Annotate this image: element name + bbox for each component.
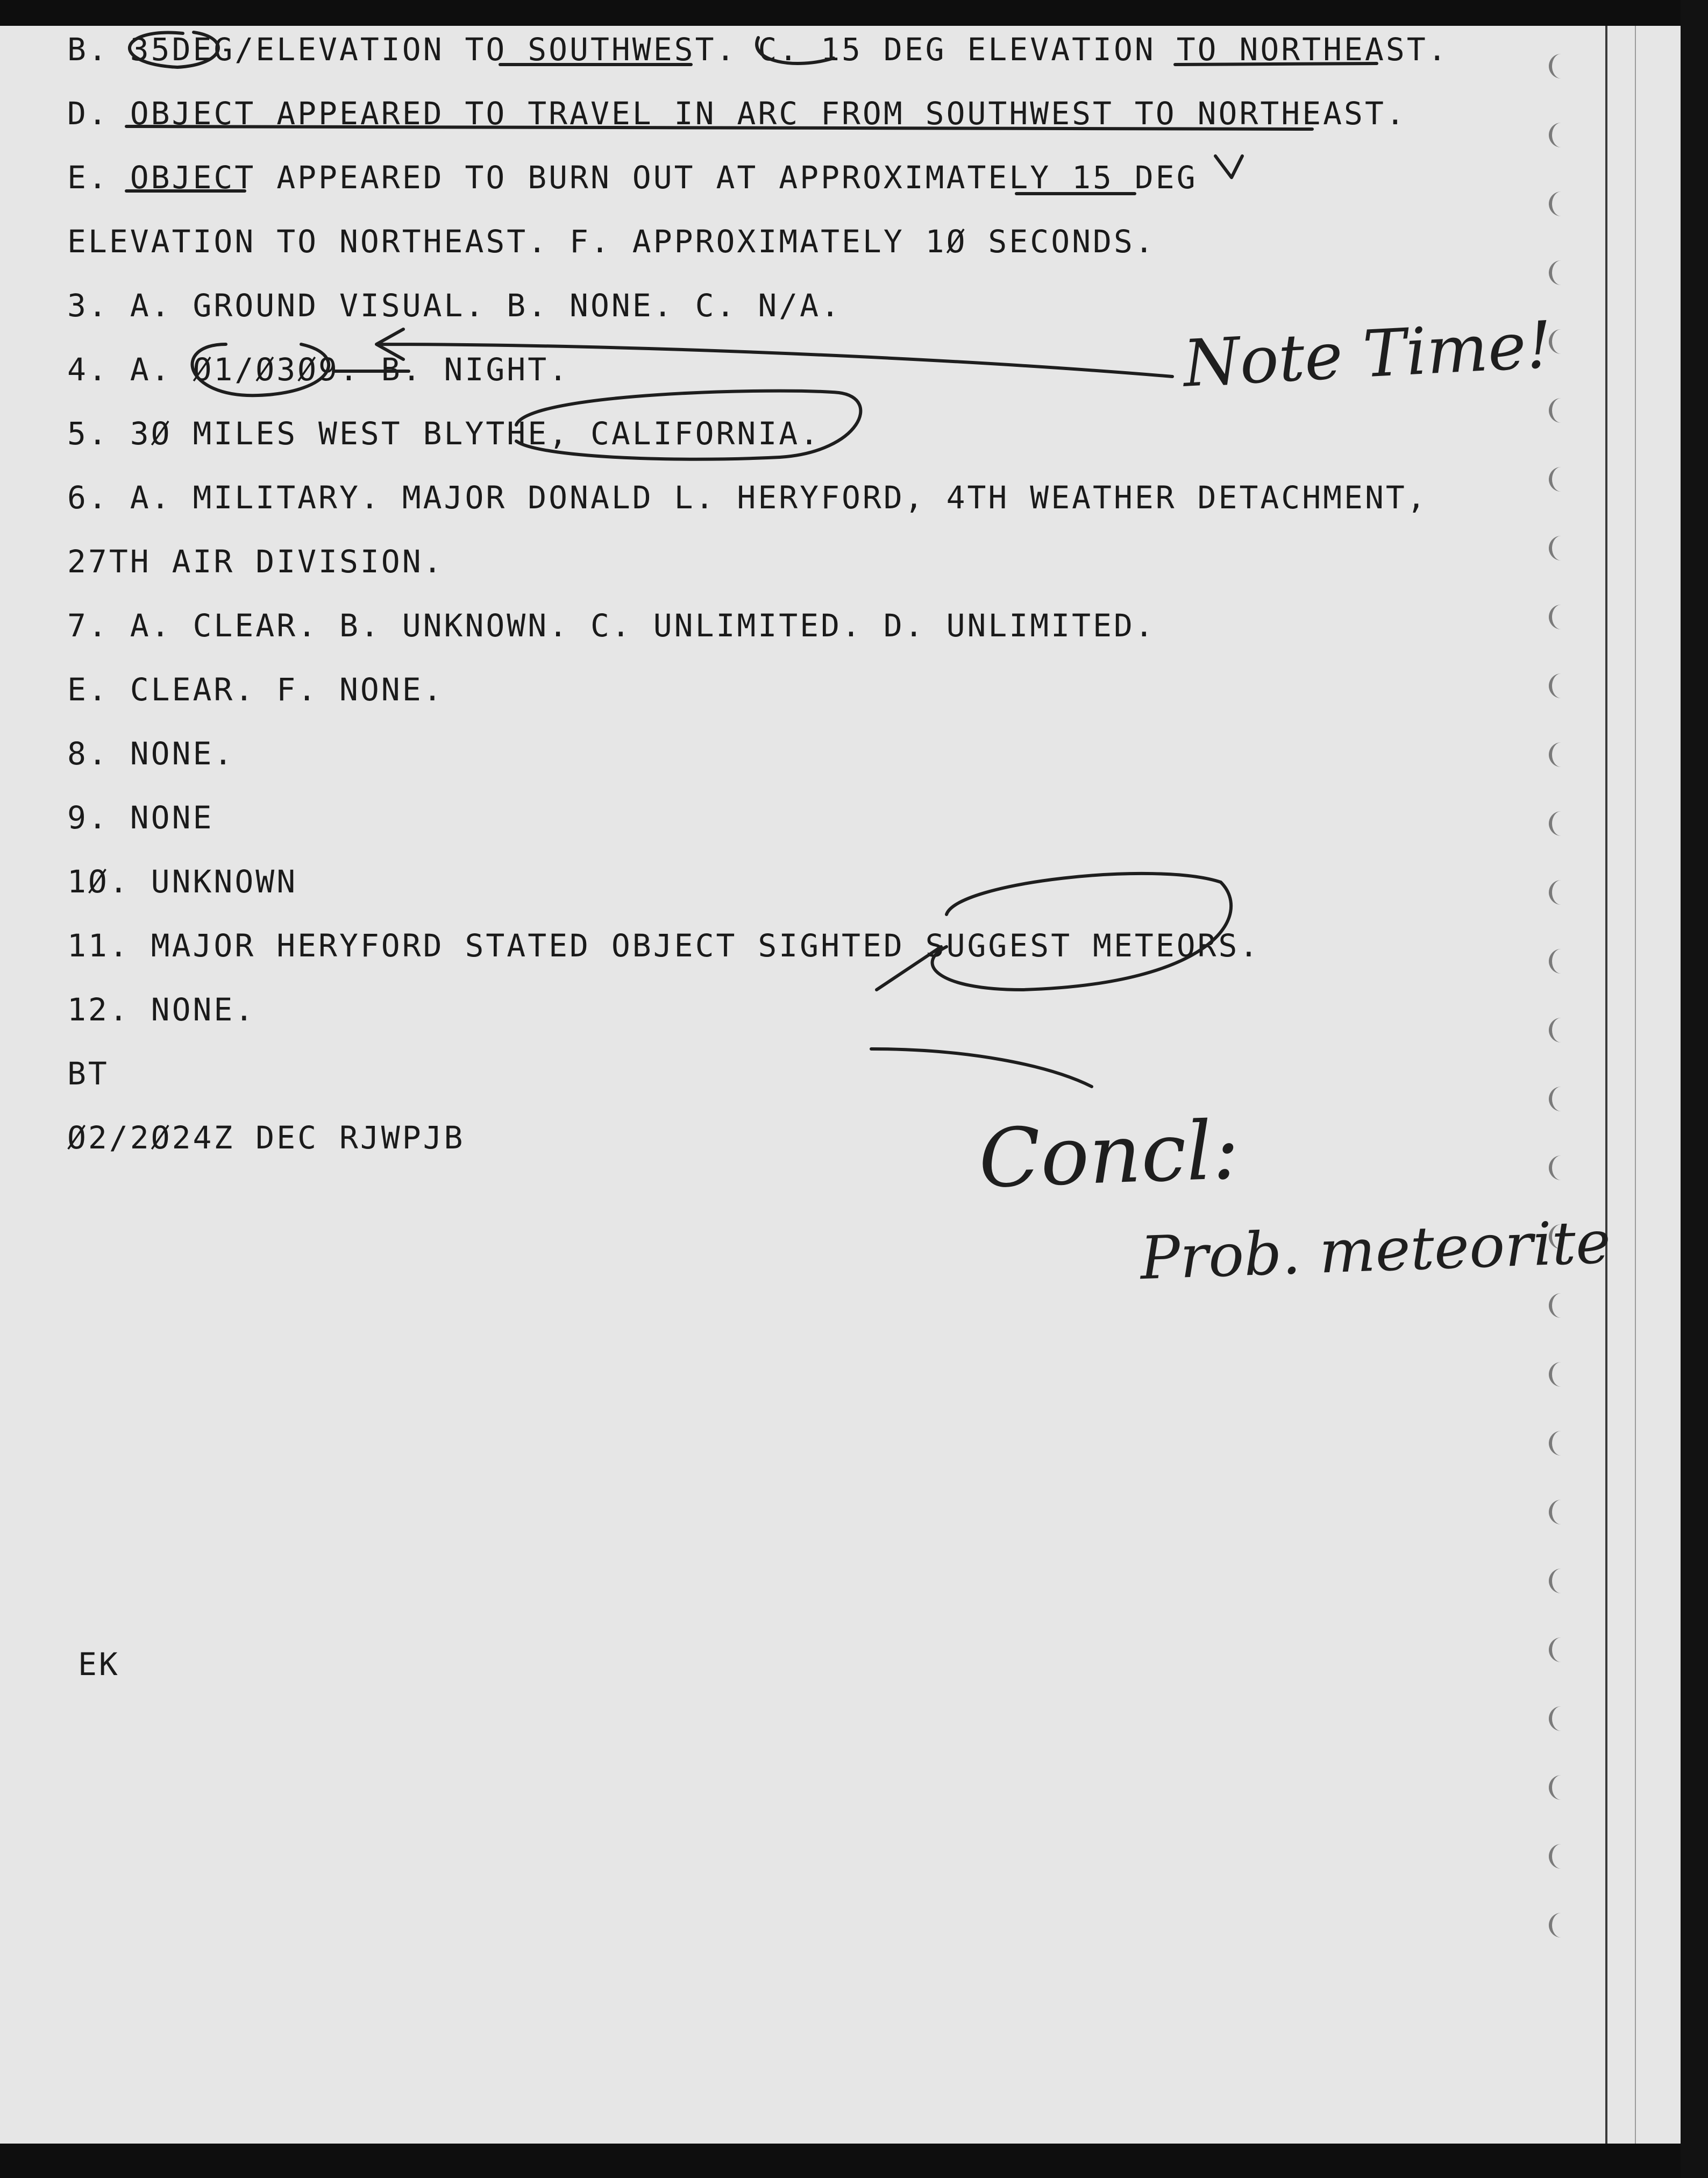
report-line-6: 4. A. Ø1/Ø3Ø9. B. NIGHT. bbox=[67, 351, 570, 388]
stroke-line-bt bbox=[871, 1049, 1092, 1087]
report-line-17: BT bbox=[67, 1055, 109, 1092]
underline-object-arc bbox=[126, 126, 1312, 129]
report-line-12: 8. NONE. bbox=[67, 735, 235, 772]
circle-35deg bbox=[130, 32, 218, 67]
report-line-14: 1Ø. UNKNOWN bbox=[67, 863, 298, 900]
stroke-line-meteors bbox=[877, 947, 941, 990]
report-line-7: 5. 3Ø MILES WEST BLYTHE, CALIFORNIA. bbox=[67, 415, 821, 452]
circle-meteors bbox=[933, 874, 1232, 990]
report-line-16: 12. NONE. bbox=[67, 991, 256, 1028]
report-line-4: ELEVATION TO NORTHEAST. F. APPROXIMATELY 1Ø SECONDS. bbox=[67, 223, 1156, 260]
report-line-5: 3. A. GROUND VISUAL. B. NONE. C. N/A. bbox=[67, 287, 842, 324]
report-line-11: E. CLEAR. F. NONE. bbox=[67, 671, 444, 708]
report-line-1: B. 35DEG/ELEVATION TO SOUTHWEST. C. 15 DEG ELEVATION TO NORTHEAST. bbox=[67, 31, 1449, 68]
report-line-10: 7. A. CLEAR. B. UNKNOWN. C. UNLIMITED. D. UNLIMITED. bbox=[67, 607, 1156, 644]
underline-northeast-1 bbox=[1175, 63, 1377, 65]
arrow-to-time bbox=[376, 329, 1172, 377]
circle-california bbox=[516, 391, 860, 459]
report-line-8: 6. A. MILITARY. MAJOR DONALD L. HERYFORD, 4TH WEATHER DETACHMENT, bbox=[67, 479, 1428, 516]
conclusion-handwriting-line2: Prob. meteorite bbox=[1139, 1207, 1612, 1293]
footer-initials: EK bbox=[78, 1646, 120, 1683]
report-line-9: 27TH AIR DIVISION. bbox=[67, 543, 444, 580]
circle-time bbox=[193, 344, 329, 395]
report-line-3: E. OBJECT APPEARED TO BURN OUT AT APPROXIMATELY 15 DEG bbox=[67, 159, 1198, 196]
check-arrow bbox=[1215, 156, 1242, 178]
report-line-18: Ø2/2Ø24Z DEC RJWPJB bbox=[67, 1119, 465, 1156]
report-line-13: 9. NONE bbox=[67, 799, 214, 836]
conclusion-handwriting-line1: Concl: bbox=[977, 1103, 1241, 1207]
report-line-15: 11. MAJOR HERYFORD STATED OBJECT SIGHTED SUGGEST METEORS. bbox=[67, 927, 1261, 964]
note-time-handwriting: Note Time! bbox=[1181, 308, 1554, 402]
report-line-2: D. OBJECT APPEARED TO TRAVEL IN ARC FROM SOUTHWEST TO NORTHEAST. bbox=[67, 95, 1407, 132]
circle-15 bbox=[757, 38, 834, 63]
